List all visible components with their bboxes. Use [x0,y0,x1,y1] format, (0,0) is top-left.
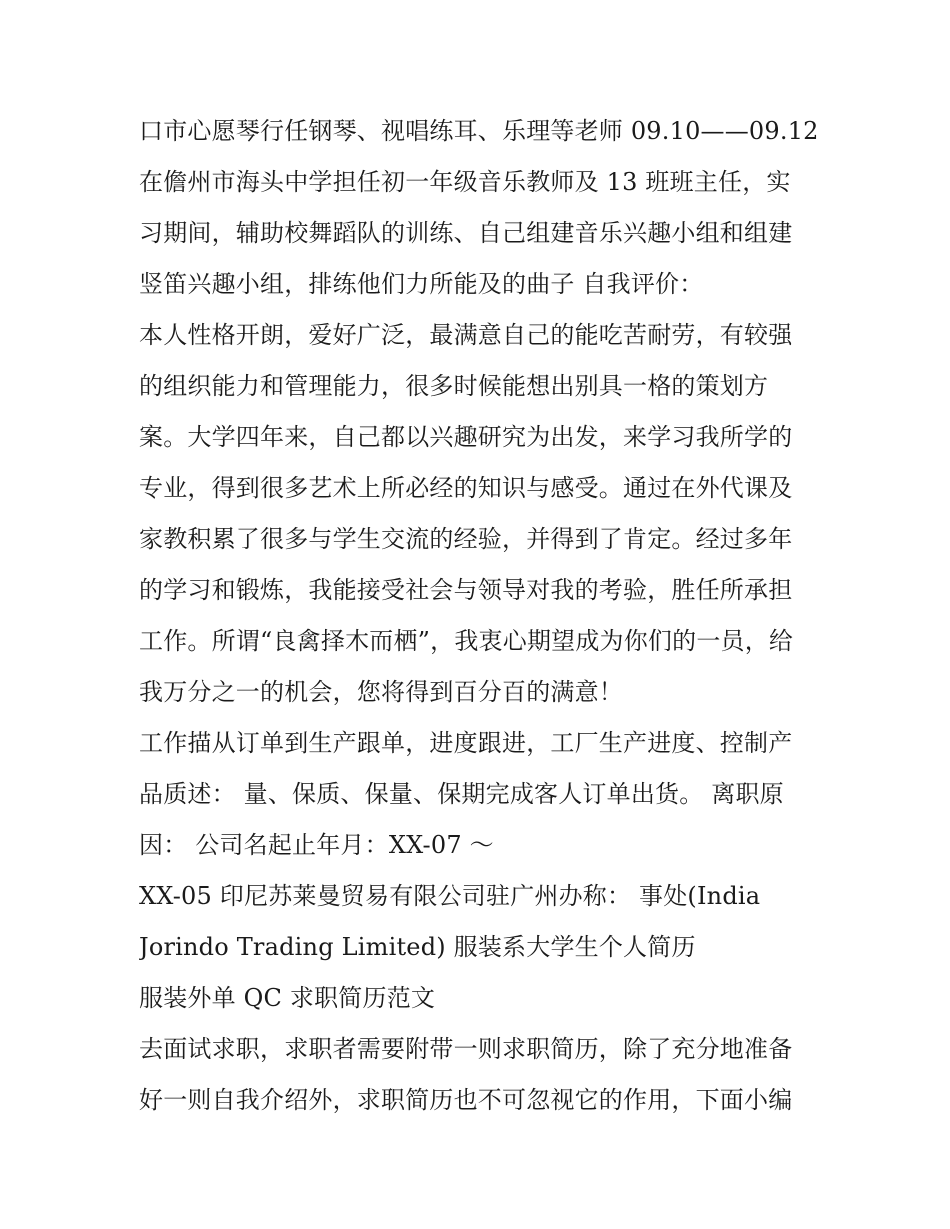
text-line: 家教积累了很多与学生交流的经验，并得到了肯定。经过多年 [139,525,793,553]
text-line: 的学习和锻炼，我能接受社会与领导对我的考验，胜任所承担 [139,576,793,604]
text-line: XX-05 印尼苏莱曼贸易有限公司驻广州办称： 事处(India [139,882,761,910]
text-line: 工作。所谓“良禽择木而栖”，我衷心期望成为你们的一员，给 [139,627,794,655]
text-line: 我万分之一的机会，您将得到百分百的满意！ [139,678,623,706]
text-line: 工作描从订单到生产跟单，进度跟进，工厂生产进度、控制产 [139,729,793,757]
text-line: 竖笛兴趣小组，排练他们力所能及的曲子 自我评价： [139,270,704,298]
text-line: 口市心愿琴行任钢琴、视唱练耳、乐理等老师 09.10——09.12 [139,117,819,145]
text-line: 案。大学四年来，自己都以兴趣研究为出发，来学习我所学的 [139,423,793,451]
text-line: 品质述： 量、保质、保量、保期完成客人订单出货。 离职原 [139,780,784,808]
text-line: 好一则自我介绍外，求职简历也不可忽视它的作用，下面小编 [139,1086,793,1114]
text-line: 专业，得到很多艺术上所必经的知识与感受。通过在外代课及 [139,474,793,502]
text-line: 因： 公司名起止年月：XX-07 ～ [139,831,494,859]
text-line: 在儋州市海头中学担任初一年级音乐教师及 13 班班主任，实 [139,168,791,196]
text-line: 服装外单 QC 求职简历范文 [139,984,436,1012]
text-line: Jorindo Trading Limited) 服装系大学生个人简历 [139,933,696,961]
document-body [139,106,819,1126]
text-line: 本人性格开朗，爱好广泛，最满意自己的能吃苦耐劳，有较强 [139,321,793,349]
text-line: 去面试求职，求职者需要附带一则求职简历，除了充分地准备 [139,1035,793,1063]
text-line: 习期间，辅助校舞蹈队的训练、自己组建音乐兴趣小组和组建 [139,219,793,247]
text-line: 的组织能力和管理能力，很多时候能想出别具一格的策划方 [139,372,769,400]
